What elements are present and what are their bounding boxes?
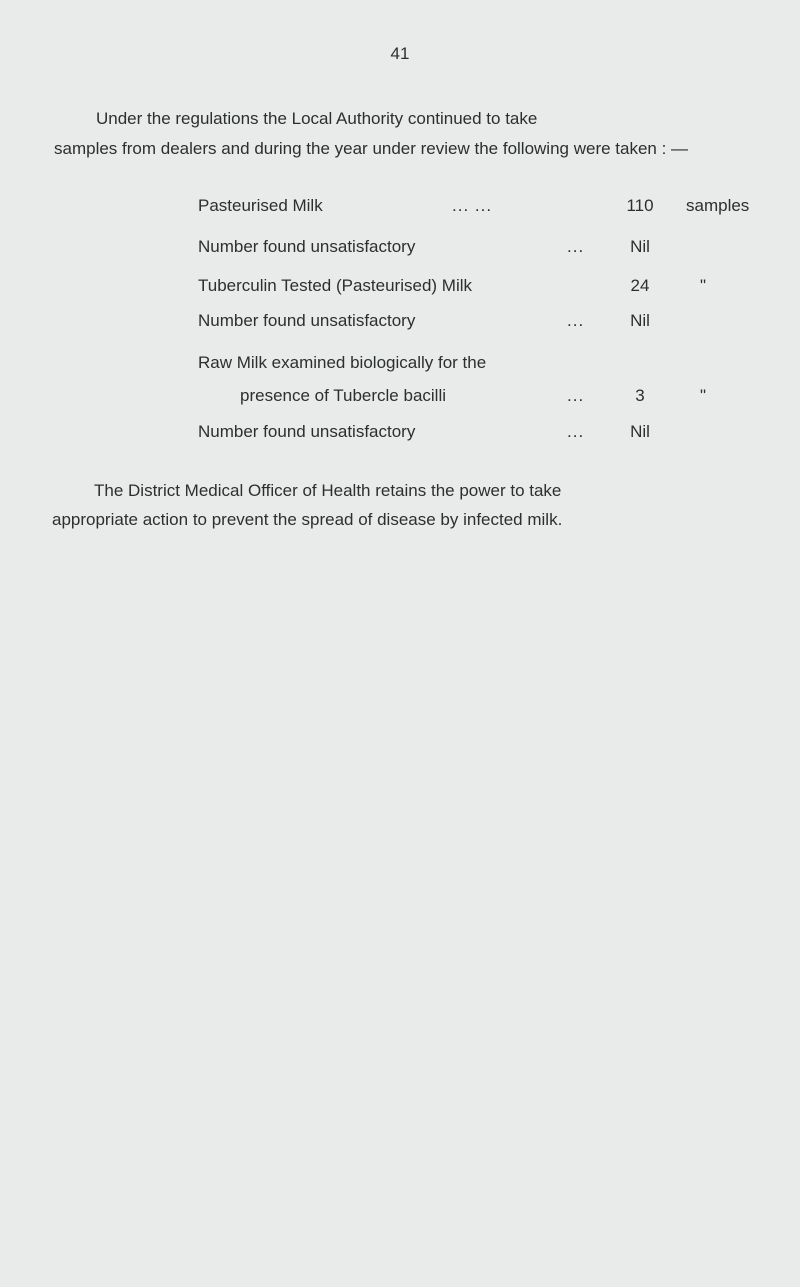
row-unit: samples: [686, 196, 750, 215]
row-value: 110: [626, 196, 654, 215]
row-value: Nil: [630, 311, 650, 330]
row-value: Nil: [630, 422, 650, 441]
row-label: Tuberculin Tested (Pasteurised) Milk: [198, 276, 473, 295]
closing-line-rest: appropriate action to prevent the spread of disease by infected milk.: [52, 510, 563, 529]
leader-dots: ...: [567, 386, 585, 405]
page-number: 41: [390, 44, 410, 63]
ditto-mark: ": [700, 276, 707, 295]
table-row: [0, 237, 800, 267]
closing-line-1: The District Medical Officer of Health retains the power to take: [94, 481, 562, 500]
row-value: 24: [630, 276, 650, 295]
table-row: [0, 353, 800, 419]
row-label-line-1: Raw Milk examined biologically for the: [198, 353, 487, 372]
intro-paragraph: [54, 104, 752, 164]
closing-paragraph: [52, 476, 762, 534]
table-row: [0, 196, 800, 226]
row-label: Number found unsatisfactory: [198, 311, 416, 330]
row-label-line-2: presence of Tubercle bacilli: [240, 386, 447, 405]
ditto-mark: ": [700, 386, 707, 405]
intro-line-rest: samples from dealers and during the year under review the following were taken : —: [54, 139, 689, 158]
row-label: Number found unsatisfactory: [198, 422, 416, 441]
row-value: 3: [635, 386, 645, 405]
row-label: Pasteurised Milk: [198, 196, 323, 215]
leader-dots: ...: [567, 237, 585, 256]
intro-line-1: Under the regulations the Local Authority continued to take: [96, 109, 538, 128]
row-value: Nil: [630, 237, 650, 256]
table-row: [0, 422, 800, 452]
leader-dots: ... ...: [452, 196, 493, 215]
table-row: [0, 276, 800, 306]
table-row: [0, 311, 800, 341]
leader-dots: ...: [567, 311, 585, 330]
leader-dots: ...: [567, 422, 585, 441]
row-label: Number found unsatisfactory: [198, 237, 416, 256]
